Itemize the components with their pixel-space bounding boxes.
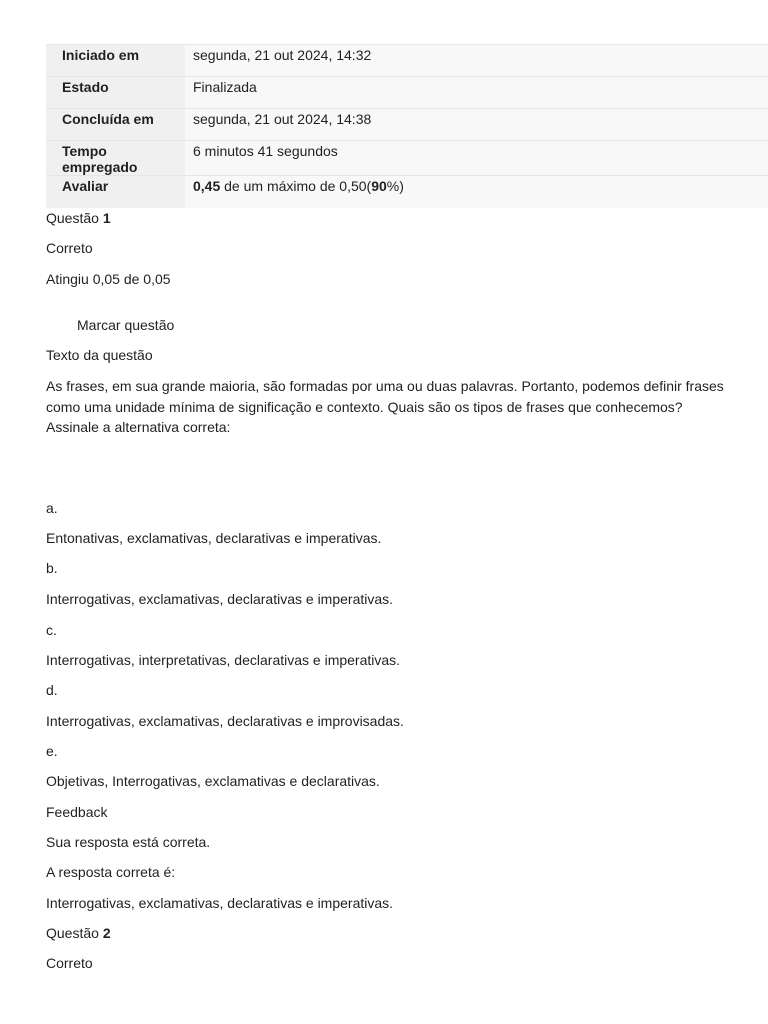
flag-question-link[interactable]: Marcar questão xyxy=(77,317,175,333)
grade-suffix: %) xyxy=(386,178,404,194)
question-1-heading xyxy=(46,208,111,228)
option-e-text[interactable]: Objetivas, Interrogativas, exclamativas e declarativas. xyxy=(46,773,380,789)
summary-row-state xyxy=(46,77,768,109)
option-c-letter: c. xyxy=(46,622,57,638)
right-answer-text: Interrogativas, exclamativas, declarativas e imperativas. xyxy=(46,895,394,911)
summary-value: 6 minutos 41 segundos xyxy=(185,141,768,176)
question-number: 1 xyxy=(102,210,111,226)
option-e-letter: e. xyxy=(46,743,58,759)
attempt-summary-table xyxy=(46,44,768,208)
right-answer-label: A resposta correta é: xyxy=(46,864,176,880)
option-b-letter: b. xyxy=(46,560,58,576)
summary-label: Avaliar xyxy=(46,176,185,208)
grade-middle: de um máximo de 0,50( xyxy=(220,178,372,194)
summary-label: Tempo empregado xyxy=(46,141,185,176)
option-d-letter: d. xyxy=(46,682,58,698)
summary-label: Concluída em xyxy=(46,109,185,141)
option-c-text[interactable]: Interrogativas, interpretativas, declarativas e imperativas. xyxy=(46,652,401,668)
summary-row-finished xyxy=(46,109,768,141)
question-2-status: Correto xyxy=(46,955,93,971)
grade-percent: 90 xyxy=(371,178,387,194)
grade-score: 0,45 xyxy=(193,178,221,194)
option-a-letter: a. xyxy=(46,500,58,516)
summary-label: Iniciado em xyxy=(46,45,185,77)
question-2-heading xyxy=(46,923,111,943)
summary-row-time-taken xyxy=(46,141,768,176)
summary-row-grade xyxy=(46,176,768,208)
question-1-text: As frases, em sua grande maioria, são formadas por uma ou duas palavras. Portanto, podemos definir frases como uma unidade mínima de significação e contexto. Quais são os tipos de frases que conhecemos? Assinale a alternativa correta: xyxy=(46,378,724,435)
question-prefix: Questão xyxy=(46,925,103,941)
question-number: 2 xyxy=(102,925,111,941)
grade-value xyxy=(185,176,768,208)
question-prefix: Questão xyxy=(46,210,103,226)
option-d-text[interactable]: Interrogativas, exclamativas, declarativas e improvisadas. xyxy=(46,713,404,729)
feedback-text: Sua resposta está correta. xyxy=(46,834,211,850)
question-1-mark: Atingiu 0,05 de 0,05 xyxy=(46,271,171,287)
summary-value: segunda, 21 out 2024, 14:38 xyxy=(185,109,768,141)
question-text-label: Texto da questão xyxy=(46,347,153,363)
option-b-text[interactable]: Interrogativas, exclamativas, declarativas e imperativas. xyxy=(46,591,394,607)
summary-label: Estado xyxy=(46,77,185,109)
feedback-label: Feedback xyxy=(46,804,108,820)
summary-value: segunda, 21 out 2024, 14:32 xyxy=(185,45,768,77)
option-a-text[interactable]: Entonativas, exclamativas, declarativas e imperativas. xyxy=(46,530,382,546)
summary-value: Finalizada xyxy=(185,77,768,109)
summary-row-started xyxy=(46,45,768,77)
question-1-status: Correto xyxy=(46,240,93,256)
